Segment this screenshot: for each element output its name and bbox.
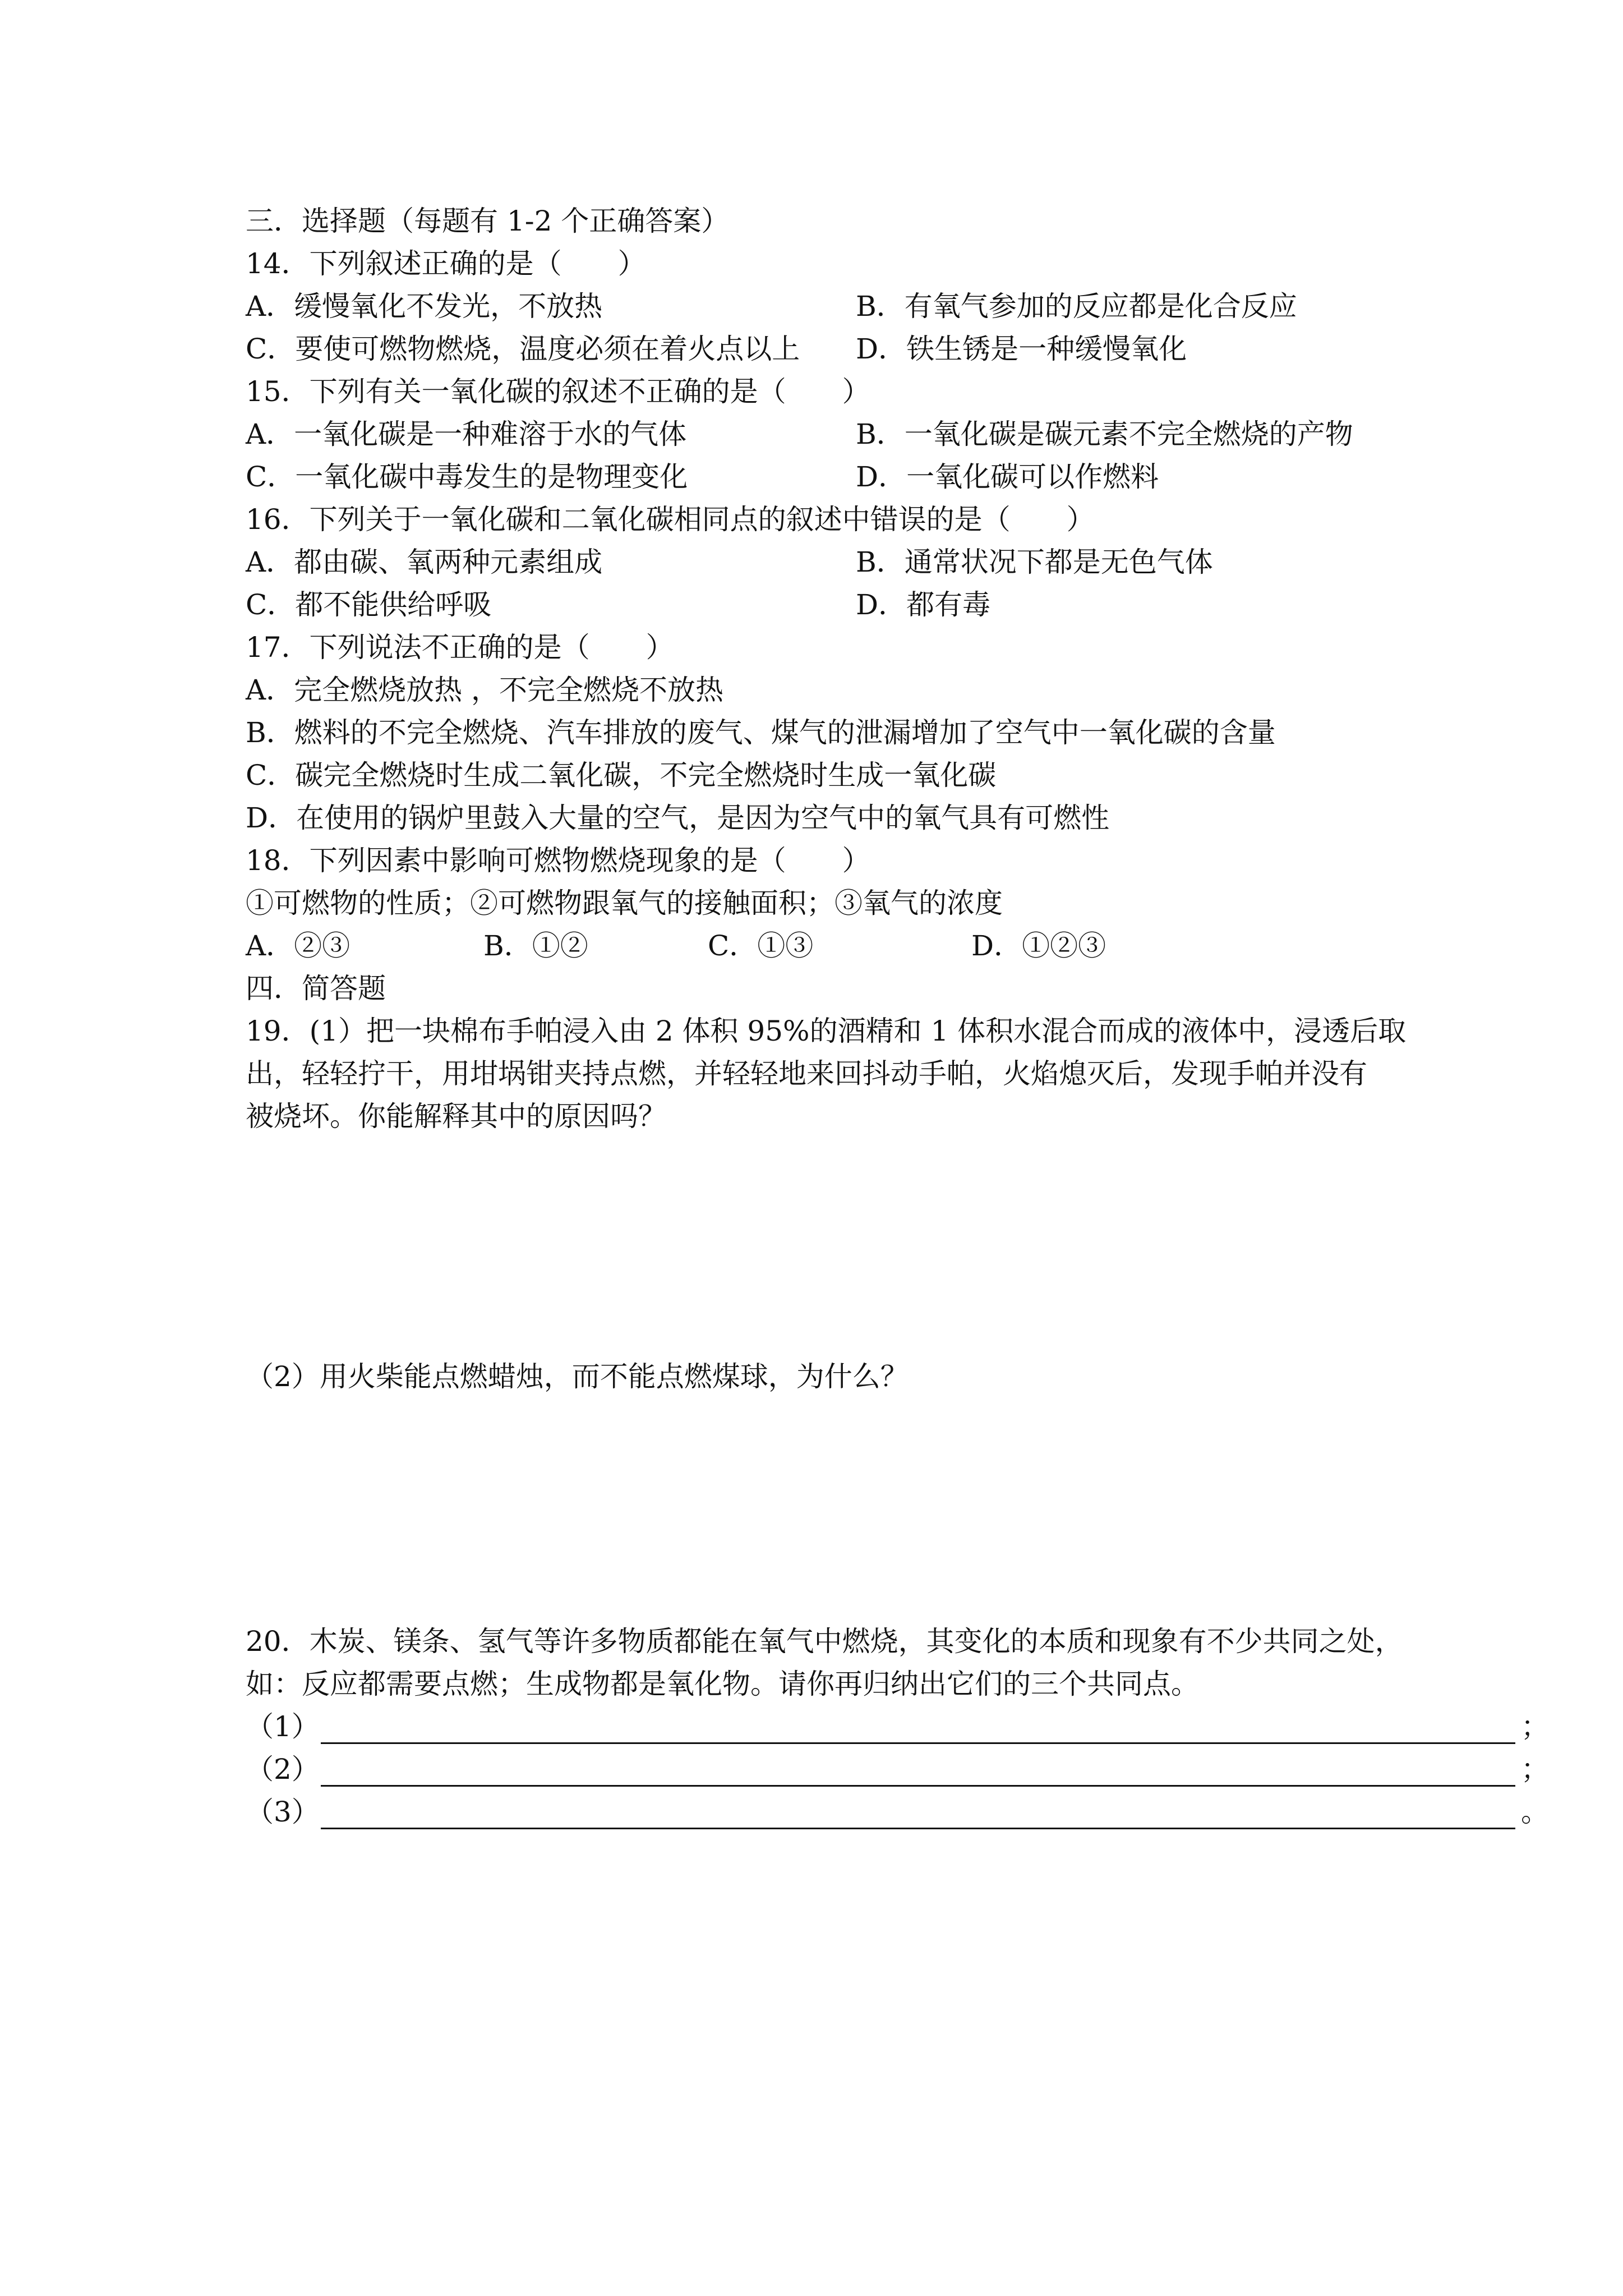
question-17-option-a: A．完全燃烧放热 ，不完全燃烧不放热 [246, 674, 724, 706]
question-18-option-d: D．①②③ [971, 930, 1106, 962]
answer-blank-end-punct: ； [1521, 1710, 1549, 1743]
question-18-stem: 18．下列因素中影响可燃物燃烧现象的是（ ） [246, 844, 870, 877]
answer-underline[interactable] [321, 1742, 1515, 1744]
question-19-line-2: 出，轻轻拧干，用坩埚钳夹持点燃，并轻轻地来回抖动手帕，火焰熄灭后，发现手帕并没有 [246, 1057, 1367, 1090]
question-14-stem: 14．下列叙述正确的是（ ） [246, 247, 646, 280]
question-19-line-3: 被烧坏。你能解释其中的原因吗？ [246, 1100, 666, 1133]
question-16-stem: 16．下列关于一氧化碳和二氧化碳相同点的叙述中错误的是（ ） [246, 503, 1095, 536]
question-14-option-c: C．要使可燃物燃烧，温度必须在着火点以上 [246, 333, 800, 365]
question-19-part-2: （2）用火柴能点燃蜡烛，而不能点燃煤球，为什么？ [246, 1360, 909, 1393]
answer-blank-label: （1） [246, 1710, 320, 1743]
question-15-option-d: D．一氧化碳可以作燃料 [856, 461, 1159, 493]
question-17-option-b: B．燃料的不完全燃烧、汽车排放的废气、煤气的泄漏增加了空气中一氧化碳的含量 [246, 716, 1276, 749]
question-18-option-b: B．①② [483, 930, 588, 962]
answer-blank-end-punct: 。 [1521, 1796, 1549, 1828]
answer-underline[interactable] [321, 1785, 1515, 1787]
answer-underline[interactable] [321, 1828, 1515, 1829]
question-15-option-b: B．一氧化碳是碳元素不完全燃烧的产物 [856, 418, 1353, 450]
question-17-option-d: D．在使用的锅炉里鼓入大量的空气，是因为空气中的氧气具有可燃性 [246, 802, 1110, 834]
question-19-line-1: 19．(1）把一块棉布手帕浸入由 2 体积 95%的酒精和 1 体积水混合而成的液体中，浸透后取 [246, 1015, 1407, 1047]
question-15-stem: 15．下列有关一氧化碳的叙述不正确的是（ ） [246, 375, 870, 408]
section-heading-choice: 三．选择题（每题有 1-2 个正确答案） [246, 205, 730, 237]
question-16-option-c: C．都不能供给呼吸 [246, 588, 492, 621]
answer-blank-label: （2） [246, 1753, 320, 1786]
question-16-option-a: A．都由碳、氧两种元素组成 [246, 546, 603, 578]
section-heading-short-answer: 四．简答题 [246, 972, 386, 1005]
question-16-option-d: D．都有毒 [856, 588, 991, 621]
answer-blank-1[interactable] [246, 1705, 1552, 1748]
question-20-line-1: 20．木炭、镁条、氢气等许多物质都能在氧气中燃烧，其变化的本质和现象有不少共同之处， [246, 1625, 1403, 1658]
answer-blank-end-punct: ； [1521, 1753, 1549, 1786]
question-15-option-a: A．一氧化碳是一种难溶于水的气体 [246, 418, 687, 450]
question-14-option-d: D．铁生锈是一种缓慢氧化 [856, 333, 1187, 365]
question-20-line-2: 如：反应都需要点燃；生成物都是氧化物。请你再归纳出它们的三个共同点。 [246, 1668, 1199, 1700]
question-16-option-b: B．通常状况下都是无色气体 [856, 546, 1213, 578]
question-14-option-b: B．有氧气参加的反应都是化合反应 [856, 290, 1297, 323]
question-18-option-a: A．②③ [246, 930, 351, 962]
answer-blank-2[interactable] [246, 1748, 1552, 1791]
answer-blank-3[interactable] [246, 1791, 1552, 1833]
question-17-option-c: C．碳完全燃烧时生成二氧化碳，不完全燃烧时生成一氧化碳 [246, 759, 997, 792]
question-14-option-a: A．缓慢氧化不发光，不放热 [246, 290, 603, 323]
question-17-stem: 17．下列说法不正确的是（ ） [246, 631, 674, 664]
question-15-option-c: C．一氧化碳中毒发生的是物理变化 [246, 461, 688, 493]
question-18-option-c: C．①③ [708, 930, 814, 962]
answer-blank-label: （3） [246, 1796, 320, 1828]
question-18-factors: ①可燃物的性质；②可燃物跟氧气的接触面积；③氧气的浓度 [246, 887, 1003, 919]
